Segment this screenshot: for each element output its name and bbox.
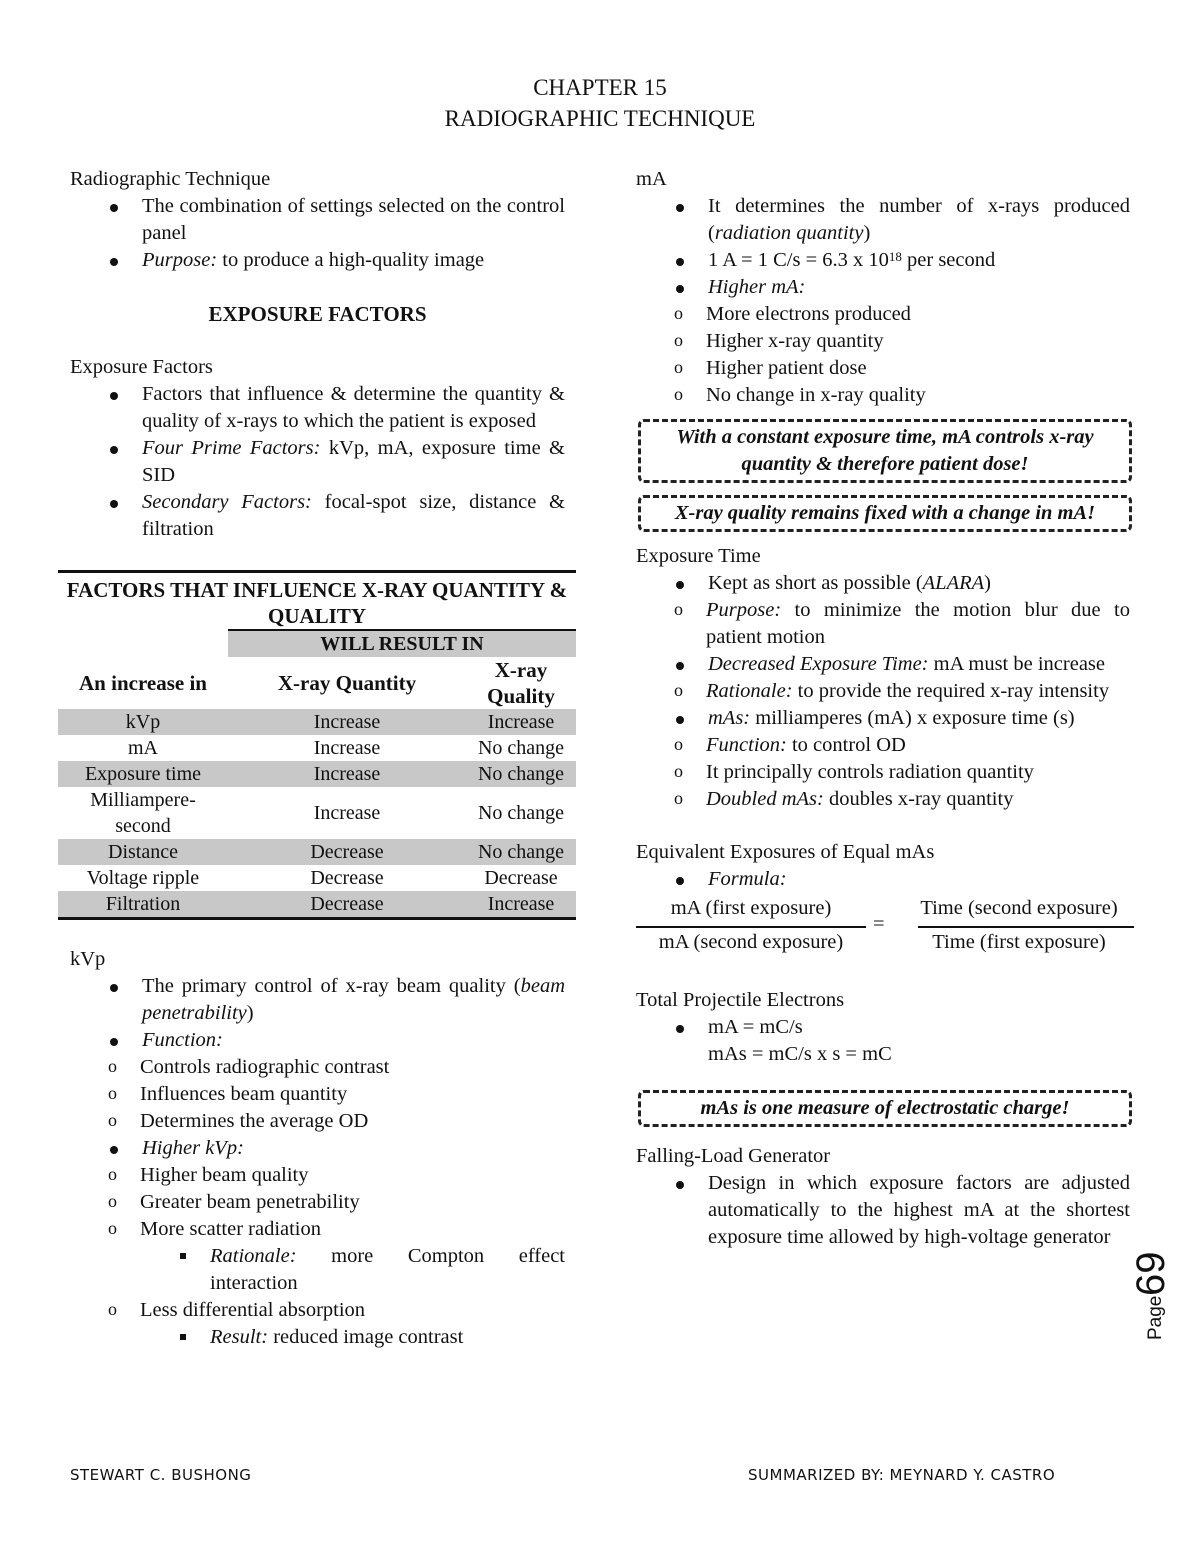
section-heading: EXPOSURE FACTORS xyxy=(208,302,427,326)
section-title: Total Projectile Electrons xyxy=(636,989,845,1011)
item-text: mAs = mC/s x s = mC xyxy=(708,1043,892,1065)
item-label: Higher kVp: xyxy=(142,1137,244,1159)
item-emphasis: beam penetrability xyxy=(142,975,565,1024)
chapter-title: RADIOGRAPHIC TECHNIQUE xyxy=(444,106,756,131)
table-row xyxy=(58,891,576,919)
list-item xyxy=(636,247,1130,274)
sub-item xyxy=(636,732,1130,759)
item-label: Function: xyxy=(706,734,787,756)
item-text: focal-spot size, distance & filtration xyxy=(142,491,566,540)
callout-box: With a constant exposure time, mA controls x-ray quantity & therefore patient dose! xyxy=(638,419,1132,483)
item-label: Four Prime Factors: xyxy=(142,437,321,459)
table-cell: Increase xyxy=(466,891,576,919)
table-cell: Distance xyxy=(58,839,228,865)
item-label: Doubled mAs: xyxy=(706,788,824,810)
table-cell: Increase xyxy=(228,761,466,787)
item-emphasis: radiation quantity xyxy=(714,222,864,244)
sub-list xyxy=(70,1162,565,1351)
mas-formula xyxy=(636,895,1130,957)
item-text: kVp, mA, exposure time & SID xyxy=(142,437,565,486)
table-cell: kVp xyxy=(58,709,228,735)
section-title: Equivalent Exposures of Equal mAs xyxy=(636,841,935,863)
section-title: Exposure Factors xyxy=(70,356,213,378)
item-label: Secondary Factors: xyxy=(142,491,312,513)
list-item xyxy=(636,866,1130,893)
list-item xyxy=(70,489,565,543)
table-group-header: WILL RESULT IN xyxy=(228,630,576,657)
sub-list xyxy=(636,597,1130,651)
column-header: An increase in xyxy=(79,671,207,695)
sub-item: o Higher beam quality xyxy=(70,1162,565,1189)
list-item xyxy=(70,973,565,1027)
table-row xyxy=(58,761,576,787)
item-text: 1 A = 1 C/s = 6.3 x 10 xyxy=(708,249,889,271)
page-number-value: 69 xyxy=(1129,1251,1173,1296)
sub-item: o Controls radiographic contrast xyxy=(70,1054,565,1081)
table-cell: Voltage ripple xyxy=(86,867,200,889)
bullet-list xyxy=(636,570,1130,813)
sub-sub-list xyxy=(70,1243,565,1297)
item-text: ) xyxy=(246,1002,254,1024)
table-cell: Increase xyxy=(313,802,381,824)
section-title: Falling-Load Generator xyxy=(636,1145,831,1167)
callout-box: mAs is one measure of electrostatic charge! xyxy=(638,1090,1132,1127)
sub-sub-item xyxy=(70,1324,565,1351)
factors-table xyxy=(58,570,576,920)
bullet-list xyxy=(636,866,1130,893)
table-cell: No change xyxy=(466,761,576,787)
table-cell: Decrease xyxy=(228,839,466,865)
item-label: Purpose: xyxy=(142,249,218,271)
item-label: mAs: xyxy=(708,707,751,729)
table-cell: Exposure time xyxy=(58,761,228,787)
table-row xyxy=(58,865,576,891)
item-text: doubles x-ray quantity xyxy=(823,788,1014,810)
page-label: Page xyxy=(1145,1295,1166,1340)
bullet-list xyxy=(636,1014,1130,1068)
bullet-list xyxy=(70,193,565,274)
list-item xyxy=(70,1027,565,1135)
item-text: More scatter radiation xyxy=(140,1218,322,1240)
left-column xyxy=(66,166,568,1351)
table-cell: Increase xyxy=(466,709,576,735)
table-row xyxy=(58,709,576,735)
sub-item: o Influences beam quantity xyxy=(70,1081,565,1108)
sub-item xyxy=(70,1297,565,1351)
bullet-list xyxy=(636,1170,1130,1251)
item-label: Purpose: xyxy=(706,599,782,621)
item-label: Rationale: xyxy=(706,680,793,702)
formula-denominator-left: mA (second exposure) xyxy=(658,931,844,953)
list-item: The combination of settings selected on the control panel xyxy=(70,193,565,247)
column-header: X-ray Quality xyxy=(487,658,555,708)
table-cell: Decrease xyxy=(228,891,466,919)
sub-item: o It principally controls radiation quantity xyxy=(636,759,1130,786)
list-item xyxy=(636,193,1130,247)
page-header xyxy=(0,72,1200,134)
sub-item xyxy=(636,597,1130,651)
item-text: mA = mC/s xyxy=(708,1016,803,1038)
table-cell: No change xyxy=(477,737,565,759)
bullet-list xyxy=(636,193,1130,409)
item-text: The primary control of x-ray beam quality ( xyxy=(142,975,521,997)
item-text: more Compton effect interaction xyxy=(210,1245,565,1294)
item-text: ) xyxy=(984,572,991,594)
list-item xyxy=(70,247,565,274)
list-item xyxy=(636,570,1130,651)
sub-sub-item xyxy=(70,1243,565,1297)
sub-item: o Higher x-ray quantity xyxy=(636,328,1130,355)
chapter-number: CHAPTER 15 xyxy=(533,75,667,100)
sub-list xyxy=(636,732,1130,813)
list-item xyxy=(636,705,1130,813)
table-cell: Decrease xyxy=(484,867,558,889)
footer-author: STEWART C. BUSHONG xyxy=(70,1466,252,1484)
bullet-list xyxy=(70,381,565,543)
item-text: to minimize the motion blur due to patient motion xyxy=(706,599,1130,648)
sub-item: o Greater beam penetrability xyxy=(70,1189,565,1216)
item-label: Rationale: xyxy=(210,1245,297,1267)
sub-list xyxy=(70,1054,565,1135)
list-item xyxy=(636,1014,1130,1068)
fraction-bar xyxy=(918,926,1134,928)
sub-item xyxy=(70,1216,565,1297)
list-item xyxy=(70,1135,565,1351)
sub-list xyxy=(636,678,1130,705)
exponent: 18 xyxy=(888,249,902,264)
item-emphasis: ALARA xyxy=(922,572,985,594)
equals-sign: = xyxy=(873,913,885,935)
item-text: ) xyxy=(863,222,871,244)
sub-item xyxy=(636,678,1130,705)
item-text: milliamperes (mA) x exposure time (s) xyxy=(750,707,1075,729)
table-cell: No change xyxy=(466,839,576,865)
sub-item: o Higher patient dose xyxy=(636,355,1130,382)
item-text: to provide the required x-ray intensity xyxy=(792,680,1110,702)
bullet-list xyxy=(70,973,565,1351)
item-text: reduced image contrast xyxy=(268,1326,464,1348)
table-row xyxy=(58,787,576,839)
fraction-bar xyxy=(636,926,866,928)
column-header: X-ray Quantity xyxy=(277,671,417,695)
table-cell: Increase xyxy=(228,709,466,735)
footer-summarizer: SUMMARIZED BY: MEYNARD Y. CASTRO xyxy=(748,1466,1056,1484)
list-item: Design in which exposure factors are adjusted automatically to the highest mA at the shortest exposure time allowed by high-voltage generator xyxy=(636,1170,1130,1251)
list-item xyxy=(70,435,565,489)
sub-list xyxy=(636,301,1130,409)
section-title: mA xyxy=(636,168,667,190)
item-label: Higher mA: xyxy=(708,276,806,298)
callout-box: X-ray quality remains fixed with a change in mA! xyxy=(638,495,1132,532)
table-cell: Filtration xyxy=(58,891,228,919)
item-text: mA must be increase xyxy=(928,653,1105,675)
table-title: FACTORS THAT INFLUENCE X-RAY QUANTITY & QUALITY xyxy=(58,572,576,631)
sub-item: o No change in x-ray quality xyxy=(636,382,1130,409)
item-label: Decreased Exposure Time: xyxy=(708,653,929,675)
item-text: It determines the number of x-rays produced ( xyxy=(708,195,1130,244)
table-cell: No change xyxy=(477,802,565,824)
item-text: Kept as short as possible ( xyxy=(708,572,923,594)
list-item xyxy=(636,651,1130,705)
item-text: to control OD xyxy=(786,734,906,756)
table-cell: Milliampere-second xyxy=(90,789,196,837)
formula-numerator-right: Time (second exposure) xyxy=(920,897,1118,919)
item-text: per second xyxy=(901,249,996,271)
sub-sub-list xyxy=(70,1324,565,1351)
table-cell: Decrease xyxy=(310,867,384,889)
section-title: kVp xyxy=(70,948,106,970)
sub-item: o Determines the average OD xyxy=(70,1108,565,1135)
table-row xyxy=(58,839,576,865)
section-title: Radiographic Technique xyxy=(70,168,271,190)
table-row xyxy=(58,735,576,761)
sub-item: o More electrons produced xyxy=(636,301,1130,328)
table-cell: Increase xyxy=(313,737,381,759)
list-item xyxy=(636,274,1130,409)
page-number xyxy=(1129,1240,1192,1350)
sub-item xyxy=(636,786,1130,813)
table-cell: mA xyxy=(128,737,158,759)
right-column xyxy=(636,166,1130,1251)
item-text: Less differential absorption xyxy=(140,1299,366,1321)
item-label: Formula: xyxy=(708,868,787,890)
item-label: Result: xyxy=(210,1326,269,1348)
formula-numerator-left: mA (first exposure) xyxy=(670,897,832,919)
item-label: Function: xyxy=(142,1029,223,1051)
item-text: to produce a high-quality image xyxy=(217,249,485,271)
formula-denominator-right: Time (first exposure) xyxy=(932,931,1106,953)
section-title: Exposure Time xyxy=(636,545,761,567)
list-item: Factors that influence & determine the quantity & quality of x-rays to which the patient is exposed xyxy=(70,381,565,435)
